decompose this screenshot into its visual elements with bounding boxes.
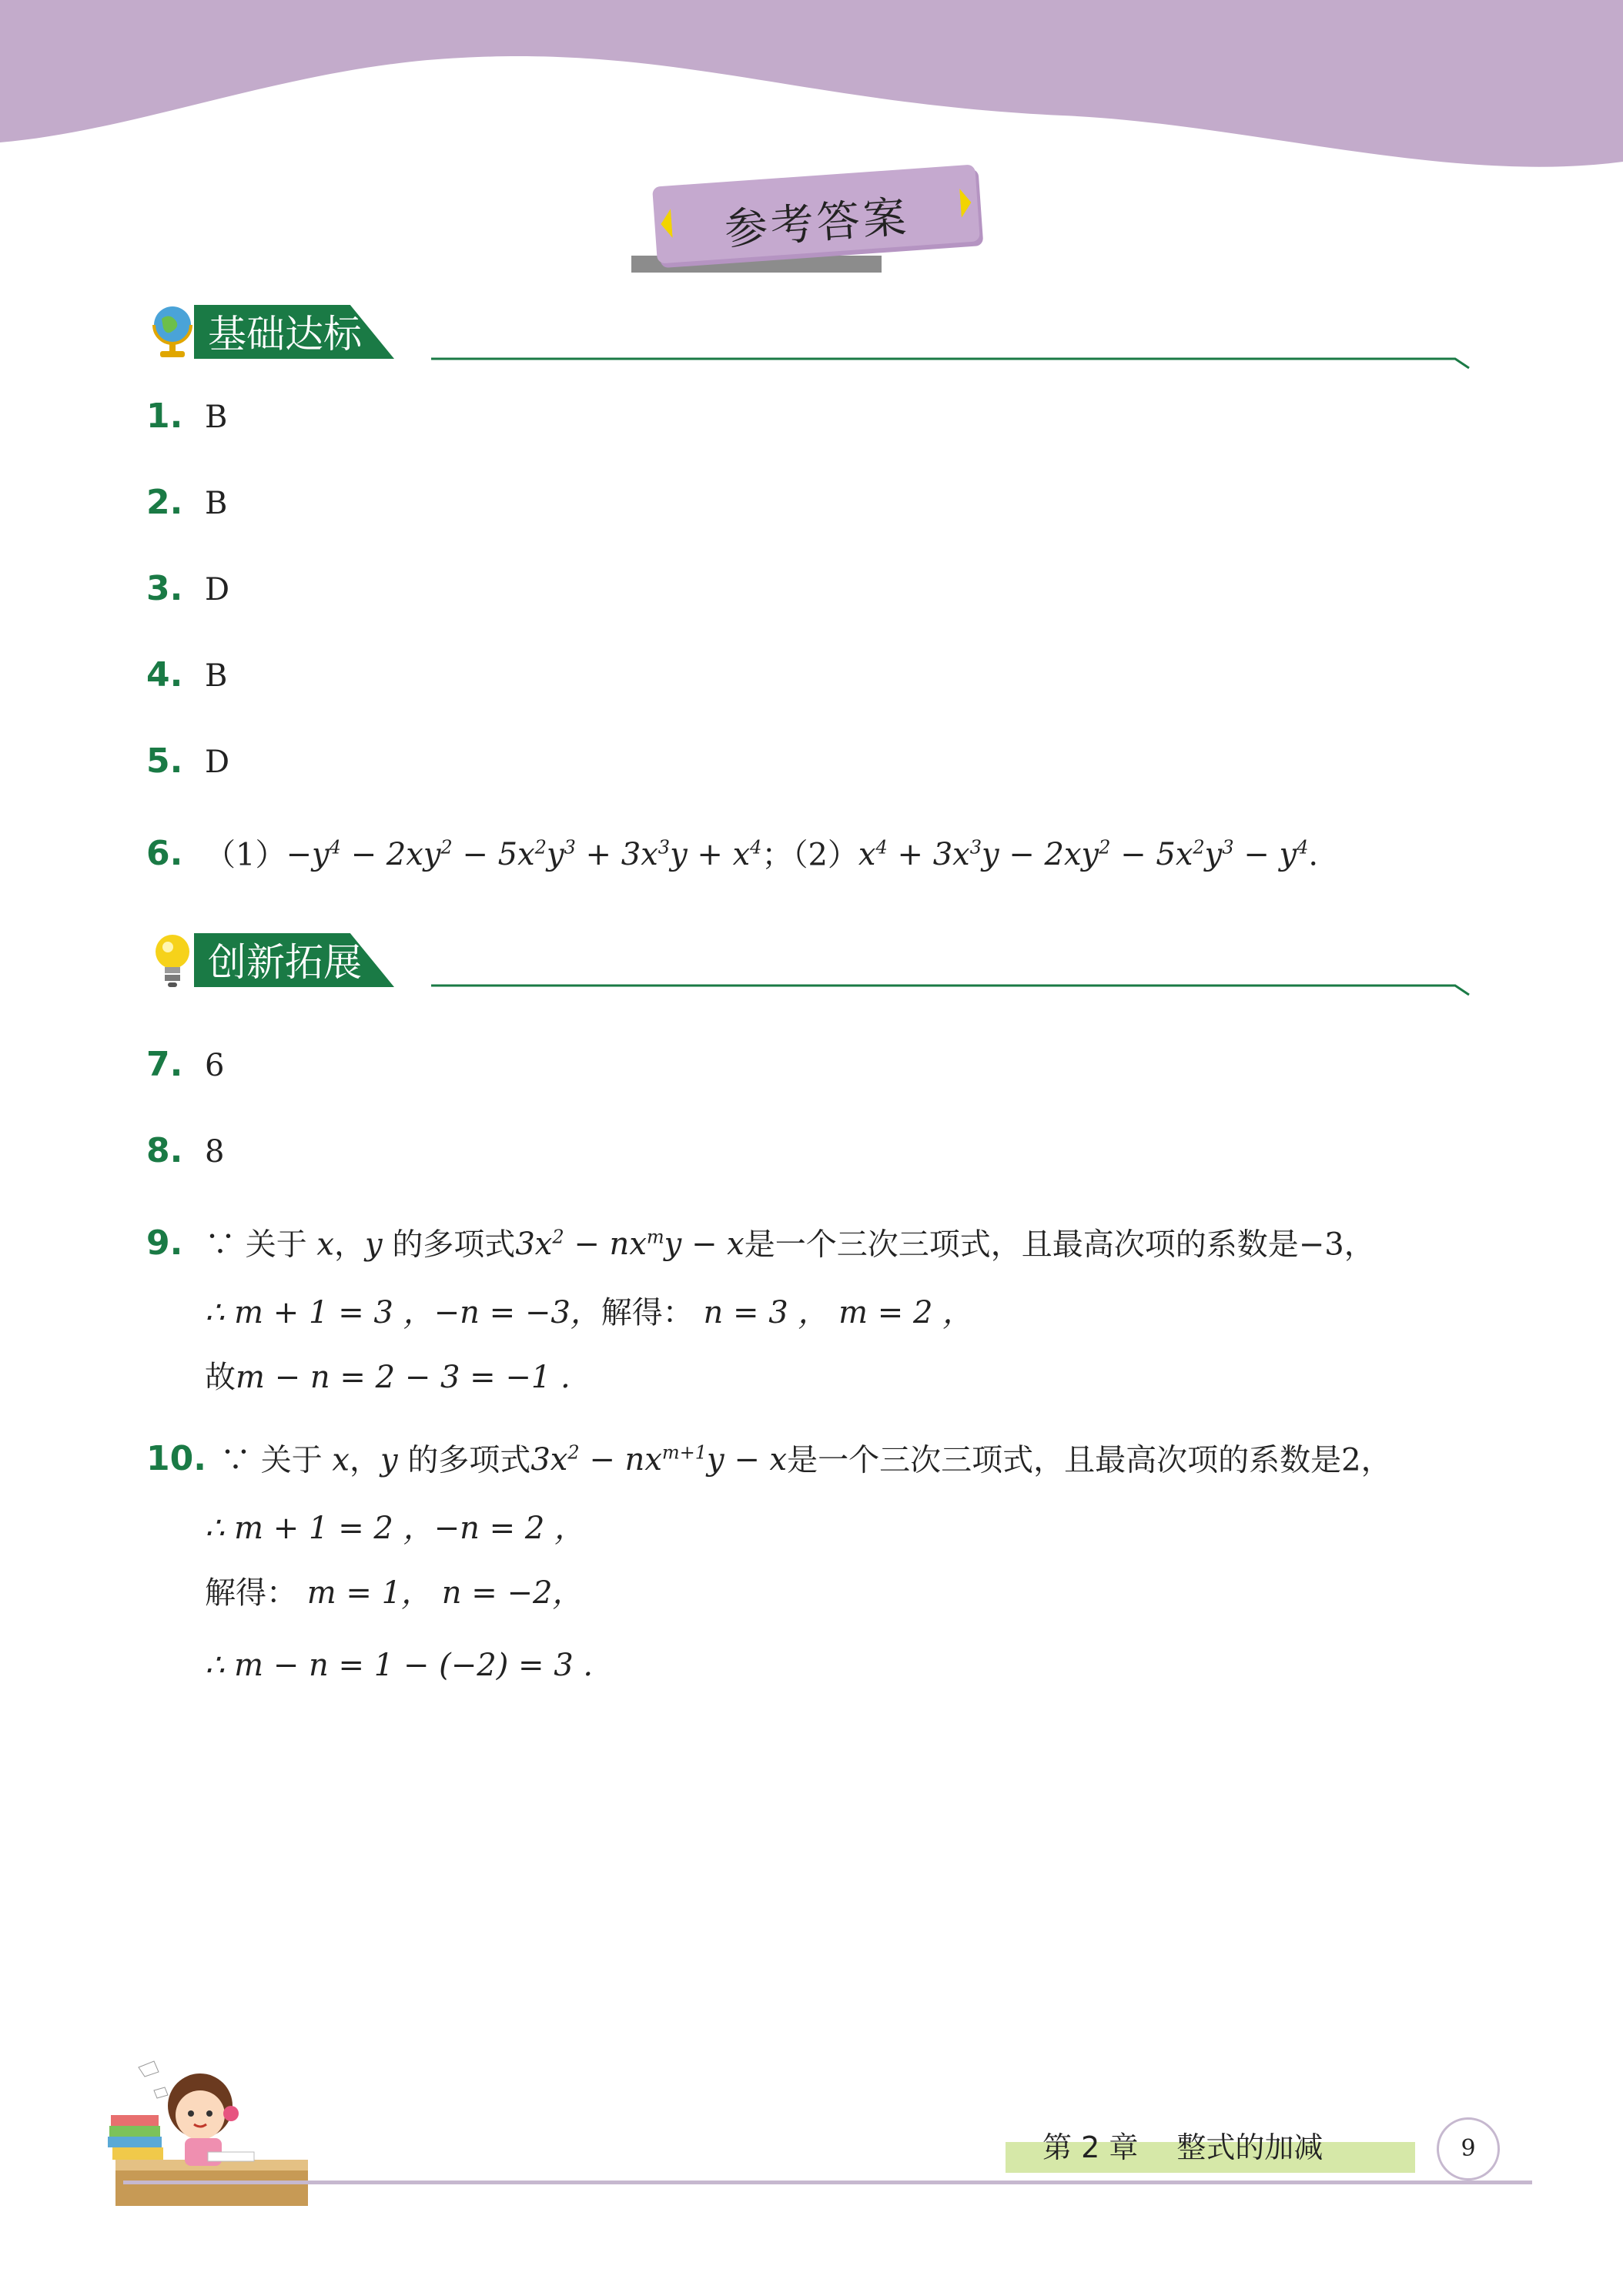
- answer-9-line-3: [205, 1358, 571, 1397]
- answer-text: 8: [205, 1134, 225, 1170]
- question-number: 10.: [146, 1439, 206, 1479]
- page-number: 9: [1437, 2117, 1500, 2181]
- solution-text: 故: [205, 1360, 236, 1395]
- header-wave: [0, 0, 1623, 177]
- globe-icon: [146, 300, 200, 362]
- question-number: 6.: [146, 834, 183, 874]
- answer-9-line-2: [205, 1294, 973, 1332]
- answer-2: [146, 484, 227, 523]
- formula: m − n = 2 − 3 = −1 .: [236, 1360, 571, 1395]
- answer-10-line-2: [205, 1509, 585, 1548]
- punct: ，: [350, 1442, 380, 1478]
- student-reading-illustration: [108, 2044, 316, 2214]
- answer-8: [146, 1132, 224, 1171]
- answer-6: [146, 828, 1318, 874]
- solution-text: ∵ 关于: [205, 1227, 307, 1263]
- period: .: [1308, 837, 1319, 873]
- answer-title-card: [624, 162, 1009, 285]
- answer-5: [146, 742, 229, 782]
- question-number: 8.: [146, 1131, 183, 1170]
- answer-text: B: [205, 400, 228, 435]
- formula: ∴ m − n = 1 − (−2) = 3 .: [205, 1648, 594, 1683]
- answer-10-line-3: [205, 1574, 583, 1612]
- solution-text: 是一个三次三项式，且最高次项的系数是: [744, 1227, 1299, 1263]
- variable: y: [365, 1227, 393, 1263]
- page-title: 参考答案: [722, 192, 911, 256]
- formula: $x^4 + 3x^3y - 2xy^2 - 5x^2y^3 - y^4$: [858, 837, 1309, 873]
- solution-text: 是一个三次三项式，且最高次项的系数是: [787, 1442, 1342, 1478]
- formula: $3x^2 - nx^my - x$: [515, 1227, 745, 1263]
- question-number: 4.: [146, 655, 183, 694]
- section-rule: [431, 975, 1471, 998]
- question-number: 2.: [146, 483, 183, 522]
- answer-text: D: [205, 572, 230, 607]
- formula: $3x^2 - nx^{m+1}y - x$: [530, 1442, 788, 1478]
- answer-text: D: [205, 745, 230, 780]
- question-number: 5.: [146, 741, 183, 781]
- solution-value: 2，: [1341, 1442, 1392, 1478]
- section-rule: [431, 346, 1471, 370]
- question-number: 1.: [146, 397, 183, 436]
- answer-3: [146, 570, 229, 609]
- section-extend: [146, 929, 1478, 1006]
- variable: x: [322, 1442, 350, 1478]
- answer-4: [146, 656, 227, 695]
- title-card-bg: [652, 164, 980, 263]
- footer-rule: [123, 2181, 1532, 2184]
- formula: $-y^4 - 2xy^2 - 5x^2y^3 + 3x^3y + x^4$: [286, 837, 762, 873]
- chapter-label: 第 2 章 整式的加减: [1042, 2130, 1323, 2164]
- part-label: （1）: [205, 837, 286, 873]
- answer-7: [146, 1046, 224, 1085]
- punct: ，: [334, 1227, 365, 1263]
- solution-text: 的多项式: [407, 1442, 531, 1478]
- formula: m = 1， n = −2，: [297, 1575, 584, 1611]
- solution-text: 解得：: [601, 1295, 694, 1330]
- formula: n = 3 ， m = 2 ，: [693, 1295, 974, 1330]
- question-number: 7.: [146, 1045, 183, 1084]
- formula: ∴ m + 1 = 3 ，−n = −3，: [205, 1295, 601, 1330]
- answer-1: [146, 397, 227, 437]
- answer-10-line-4: [205, 1646, 593, 1685]
- answer-text: 6: [205, 1048, 225, 1083]
- answer-9: [146, 1218, 1375, 1263]
- solution-text: 的多项式: [392, 1227, 516, 1263]
- section-title-basic: 基础达标: [208, 312, 362, 356]
- part-label: ；（2）: [761, 837, 858, 873]
- formula: ∴ m + 1 = 2 ，−n = 2 ，: [205, 1511, 585, 1546]
- answer-text: B: [205, 486, 228, 521]
- answer-10: [146, 1434, 1392, 1479]
- solution-text: 解得：: [205, 1575, 297, 1611]
- section-basic: [146, 300, 1478, 377]
- question-number: 3.: [146, 569, 183, 608]
- solution-value: −3，: [1298, 1227, 1375, 1263]
- question-number: 9.: [146, 1223, 183, 1263]
- answer-text: B: [205, 658, 228, 694]
- variable: x: [306, 1227, 334, 1263]
- variable: y: [380, 1442, 408, 1478]
- section-title-extend: 创新拓展: [208, 940, 362, 985]
- lightbulb-icon: [146, 929, 200, 990]
- solution-text: ∵ 关于: [220, 1442, 323, 1478]
